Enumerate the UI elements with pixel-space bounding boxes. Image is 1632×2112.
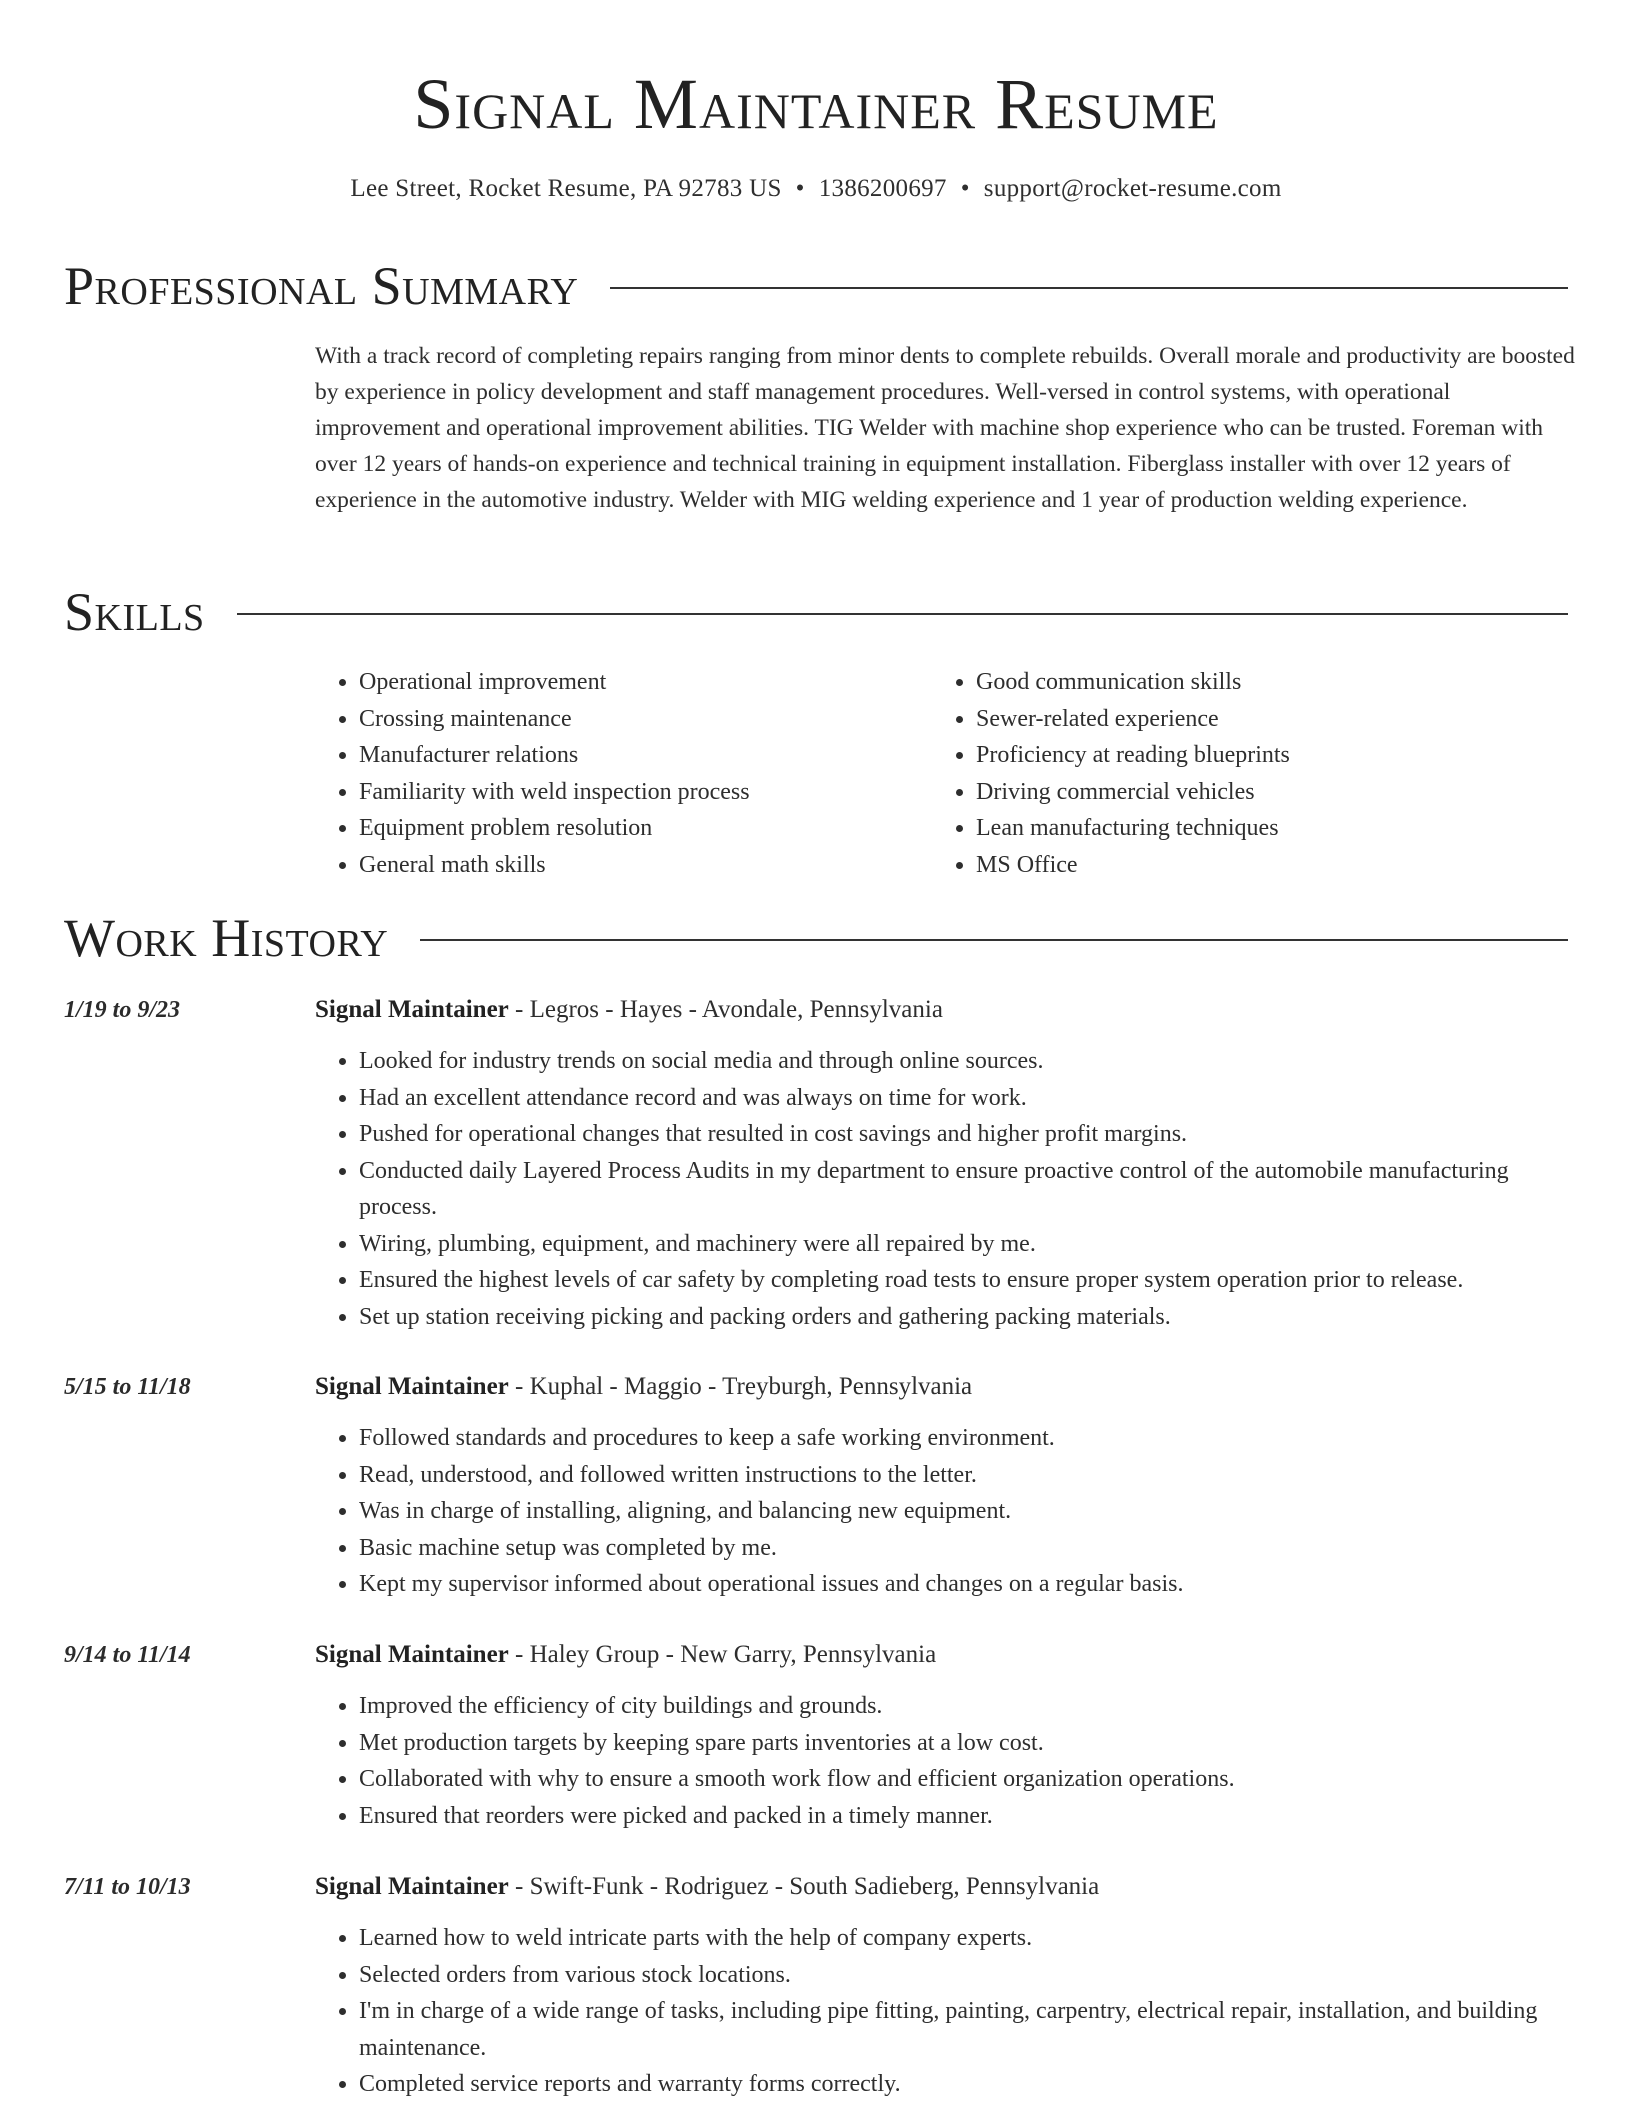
skill-item: • Driving commercial vehicles [976,774,1532,811]
section-divider [237,613,1568,615]
job-title: Signal Maintainer [315,1873,509,1900]
work-bullets [315,1043,1568,1335]
work-bullet: • Met production targets by keeping spare parts inventories at a low cost. [359,1725,1568,1762]
job-title: Signal Maintainer [315,1641,509,1668]
contact-separator: • [960,175,970,202]
skills-section-heading [64,580,1568,644]
work-section-heading [64,906,1568,970]
work-bullet: • Looked for industry trends on social media and through online sources. [359,1043,1568,1080]
work-bullet: • Wiring, plumbing, equipment, and machinery were all repaired by me. [359,1226,1568,1263]
skill-item: • Sewer-related experience [976,701,1532,738]
work-title-line [315,1638,936,1672]
work-bullet: • Selected orders from various stock locations. [359,1957,1568,1994]
work-bullet: • Ensured that reorders were picked and packed in a timely manner. [359,1798,1568,1835]
work-bullet: • Pushed for operational changes that resulted in cost savings and higher profit margins. [359,1116,1568,1153]
contact-line [0,172,1632,206]
section-divider [610,287,1568,289]
section-divider [420,939,1568,941]
contact-phone: 1386200697 [818,175,947,202]
work-heading: Work History [64,908,389,968]
work-bullet: • Followed standards and procedures to keep a safe working environment. [359,1420,1568,1457]
work-dates: 5/15 to 11/18 [64,1374,191,1400]
skill-item: • Familiarity with weld inspection process [359,774,915,811]
work-dates: 9/14 to 11/14 [64,1642,191,1668]
contact-separator: • [795,175,805,202]
skills-list-right [932,664,1532,883]
skill-item: • Equipment problem resolution [359,810,915,847]
work-bullets [315,1688,1568,1834]
work-title-line [315,1370,972,1404]
work-bullet: • Ensured the highest levels of car safety by completing road tests to ensure proper system operation prior to release. [359,1262,1568,1299]
contact-email: support@rocket-resume.com [983,175,1282,202]
work-bullets [315,1420,1568,1603]
job-title: Signal Maintainer [315,1373,509,1400]
work-bullet: • Basic machine setup was completed by me. [359,1530,1568,1567]
work-bullet: • Completed service reports and warranty forms correctly. [359,2066,1568,2103]
work-bullet: • I'm in charge of a wide range of tasks, including pipe fitting, painting, carpentry, electrical repair, installation, and building maintenance. [359,1993,1568,2066]
work-bullet: • Conducted daily Layered Process Audits in my department to ensure proactive control of the automobile manufacturing process. [359,1153,1568,1226]
employer-location: - Legros - Hayes - Avondale, Pennsylvania [508,996,943,1023]
skill-item: • MS Office [976,847,1532,884]
employer-location: - Kuphal - Maggio - Treyburgh, Pennsylvania [508,1373,973,1400]
summary-heading: Professional Summary [64,256,579,316]
work-bullet: • Read, understood, and followed written instructions to the letter. [359,1457,1568,1494]
skills-list-left [315,664,915,883]
skill-item: • Manufacturer relations [359,737,915,774]
skill-item: • Crossing maintenance [359,701,915,738]
work-bullet: • Had an excellent attendance record and was always on time for work. [359,1080,1568,1117]
work-bullet: • Was in charge of installing, aligning, and balancing new equipment. [359,1493,1568,1530]
work-bullet: • Set up station receiving picking and packing orders and gathering packing materials. [359,1299,1568,1336]
work-bullet: • Collaborated with why to ensure a smooth work flow and efficient organization operations. [359,1761,1568,1798]
summary-text: With a track record of completing repairs ranging from minor dents to complete rebuilds. Overall morale and productivity are boosted by experience in policy development and staff management procedures. Well-versed in control systems, with operational improvement and operational improvement abilities. TIG Welder with machine shop experience who can be trusted. Foreman with over 12 years of hands-on experience and technical training in equipment installation. Fiberglass installer with over 12 years of experience in the automotive industry. Welder with MIG welding experience and 1 year of production welding experience. [315,343,1575,513]
work-bullet: • Kept my supervisor informed about operational issues and changes on a regular basis. [359,1566,1568,1603]
skill-item: • Proficiency at reading blueprints [976,737,1532,774]
employer-location: - Haley Group - New Garry, Pennsylvania [508,1641,937,1668]
work-bullet: • Improved the efficiency of city buildings and grounds. [359,1688,1568,1725]
work-title-line [315,993,943,1027]
job-title: Signal Maintainer [315,996,509,1023]
work-dates: 7/11 to 10/13 [64,1874,191,1900]
skill-item: • Good communication skills [976,664,1532,701]
work-title-line [315,1870,1099,1904]
employer-location: - Swift-Funk - Rodriguez - South Sadieberg, Pennsylvania [508,1873,1100,1900]
skill-item: • Lean manufacturing techniques [976,810,1532,847]
skill-item: • Operational improvement [359,664,915,701]
work-bullets [315,1920,1568,2103]
summary-section-heading [64,254,1568,318]
work-dates: 1/19 to 9/23 [64,997,181,1023]
resume-title: Signal Maintainer Resume [413,64,1219,144]
work-bullet: • Learned how to weld intricate parts with the help of company experts. [359,1920,1568,1957]
skills-heading: Skills [64,582,205,642]
contact-address: Lee Street, Rocket Resume, PA 92783 US [350,175,782,202]
skill-item: • General math skills [359,847,915,884]
